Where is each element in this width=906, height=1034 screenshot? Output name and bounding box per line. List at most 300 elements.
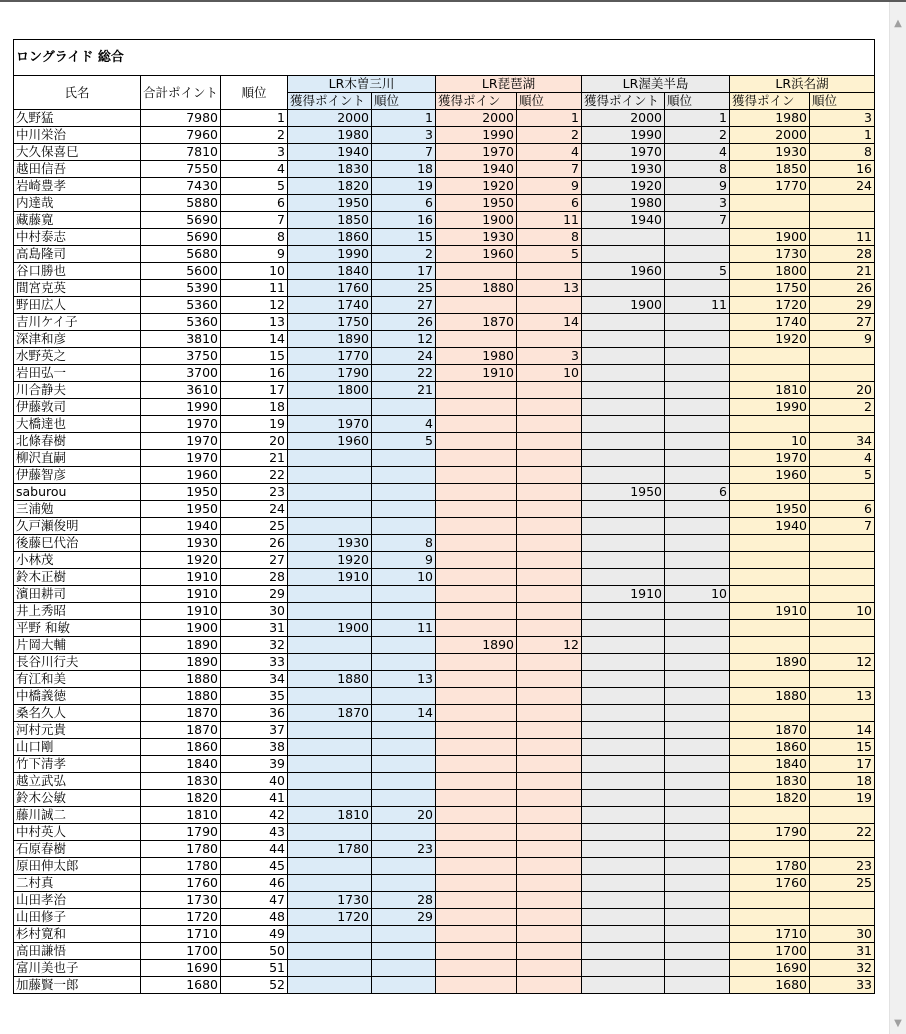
cell-hamana-rank: 7	[810, 518, 875, 535]
cell-biwa-rank	[517, 467, 582, 484]
cell-atsumi-rank: 9	[665, 178, 730, 195]
cell-kiso-points: 1800	[288, 382, 372, 399]
cell-atsumi-points: 1990	[582, 127, 665, 144]
cell-name: 後藤巳代治	[14, 535, 141, 552]
cell-atsumi-points	[582, 773, 665, 790]
cell-atsumi-points	[582, 756, 665, 773]
cell-biwa-points	[436, 416, 517, 433]
cell-name: 吉川ケイ子	[14, 314, 141, 331]
cell-atsumi-rank: 2	[665, 127, 730, 144]
cell-atsumi-rank	[665, 756, 730, 773]
cell-total-points: 1930	[141, 535, 221, 552]
cell-atsumi-points	[582, 790, 665, 807]
table-row	[14, 977, 875, 994]
cell-kiso-rank	[372, 484, 436, 501]
cell-name: 竹下清孝	[14, 756, 141, 773]
cell-kiso-rank	[372, 977, 436, 994]
cell-total-points: 3610	[141, 382, 221, 399]
cell-atsumi-points	[582, 654, 665, 671]
table-row	[14, 314, 875, 331]
cell-hamana-points	[730, 212, 810, 229]
table-row	[14, 807, 875, 824]
cell-overall-rank: 47	[221, 892, 288, 909]
cell-hamana-rank	[810, 841, 875, 858]
cell-biwa-points	[436, 858, 517, 875]
table-row	[14, 399, 875, 416]
cell-hamana-rank: 14	[810, 722, 875, 739]
cell-biwa-points: 1930	[436, 229, 517, 246]
cell-hamana-points: 1740	[730, 314, 810, 331]
cell-kiso-rank	[372, 501, 436, 518]
cell-kiso-points	[288, 518, 372, 535]
cell-kiso-rank: 26	[372, 314, 436, 331]
cell-kiso-points: 1830	[288, 161, 372, 178]
cell-hamana-points	[730, 620, 810, 637]
cell-total-points: 5360	[141, 314, 221, 331]
cell-atsumi-points	[582, 246, 665, 263]
cell-atsumi-points: 1930	[582, 161, 665, 178]
cell-hamana-rank	[810, 552, 875, 569]
cell-name: 伊藤智彦	[14, 467, 141, 484]
cell-overall-rank: 1	[221, 110, 288, 127]
cell-biwa-points	[436, 297, 517, 314]
table-row	[14, 416, 875, 433]
cell-biwa-rank: 5	[517, 246, 582, 263]
cell-name: 富川美也子	[14, 960, 141, 977]
cell-atsumi-rank	[665, 603, 730, 620]
cell-total-points: 1970	[141, 450, 221, 467]
cell-biwa-rank	[517, 433, 582, 450]
cell-atsumi-rank: 6	[665, 484, 730, 501]
cell-biwa-rank	[517, 824, 582, 841]
cell-atsumi-points	[582, 909, 665, 926]
cell-kiso-rank: 3	[372, 127, 436, 144]
cell-kiso-rank	[372, 926, 436, 943]
table-row	[14, 161, 875, 178]
cell-kiso-rank: 8	[372, 535, 436, 552]
cell-atsumi-rank	[665, 688, 730, 705]
cell-hamana-rank	[810, 365, 875, 382]
cell-name: 小林茂	[14, 552, 141, 569]
cell-hamana-points	[730, 586, 810, 603]
cell-kiso-rank	[372, 824, 436, 841]
cell-hamana-rank: 11	[810, 229, 875, 246]
cell-kiso-rank: 11	[372, 620, 436, 637]
cell-name: 井上秀昭	[14, 603, 141, 620]
cell-biwa-points	[436, 739, 517, 756]
cell-total-points: 1890	[141, 654, 221, 671]
cell-name: 平野 和敏	[14, 620, 141, 637]
cell-kiso-points: 1860	[288, 229, 372, 246]
cell-kiso-points	[288, 603, 372, 620]
cell-overall-rank: 5	[221, 178, 288, 195]
cell-atsumi-points	[582, 552, 665, 569]
ranking-table	[13, 39, 875, 994]
table-body	[14, 110, 875, 994]
cell-name: 伊藤敦司	[14, 399, 141, 416]
cell-biwa-rank: 4	[517, 144, 582, 161]
cell-overall-rank: 16	[221, 365, 288, 382]
cell-atsumi-points	[582, 943, 665, 960]
table-row	[14, 297, 875, 314]
cell-atsumi-rank	[665, 909, 730, 926]
table-row	[14, 790, 875, 807]
cell-hamana-points: 1790	[730, 824, 810, 841]
cell-biwa-points	[436, 433, 517, 450]
cell-kiso-rank: 15	[372, 229, 436, 246]
cell-kiso-points: 1960	[288, 433, 372, 450]
cell-overall-rank: 23	[221, 484, 288, 501]
cell-kiso-points	[288, 586, 372, 603]
cell-biwa-points	[436, 569, 517, 586]
cell-hamana-points: 1710	[730, 926, 810, 943]
cell-hamana-rank	[810, 892, 875, 909]
cell-hamana-points: 1990	[730, 399, 810, 416]
cell-atsumi-points: 1900	[582, 297, 665, 314]
cell-hamana-points	[730, 416, 810, 433]
cell-hamana-points	[730, 705, 810, 722]
cell-biwa-rank	[517, 875, 582, 892]
cell-kiso-rank	[372, 603, 436, 620]
cell-total-points: 1890	[141, 637, 221, 654]
cell-hamana-points: 1820	[730, 790, 810, 807]
cell-hamana-rank: 4	[810, 450, 875, 467]
cell-kiso-rank: 18	[372, 161, 436, 178]
table-row	[14, 654, 875, 671]
cell-name: 山田孝治	[14, 892, 141, 909]
cell-atsumi-points	[582, 705, 665, 722]
cell-hamana-rank: 25	[810, 875, 875, 892]
cell-overall-rank: 17	[221, 382, 288, 399]
cell-overall-rank: 11	[221, 280, 288, 297]
cell-kiso-rank: 19	[372, 178, 436, 195]
cell-kiso-points	[288, 501, 372, 518]
scroll-up-icon[interactable]: ▲	[894, 18, 902, 29]
cell-kiso-rank: 16	[372, 212, 436, 229]
cell-kiso-points	[288, 467, 372, 484]
cell-kiso-rank	[372, 637, 436, 654]
cell-kiso-points	[288, 739, 372, 756]
cell-name: 内達哉	[14, 195, 141, 212]
cell-total-points: 1990	[141, 399, 221, 416]
cell-biwa-points	[436, 671, 517, 688]
cell-total-points: 1830	[141, 773, 221, 790]
cell-total-points: 1970	[141, 416, 221, 433]
cell-atsumi-rank	[665, 518, 730, 535]
cell-kiso-points	[288, 926, 372, 943]
cell-biwa-points	[436, 501, 517, 518]
cell-name: 有江和美	[14, 671, 141, 688]
cell-hamana-points: 1940	[730, 518, 810, 535]
cell-kiso-points: 1840	[288, 263, 372, 280]
table-row	[14, 263, 875, 280]
table-row	[14, 195, 875, 212]
cell-total-points: 1870	[141, 722, 221, 739]
cell-name: 中川栄治	[14, 127, 141, 144]
cell-atsumi-rank: 3	[665, 195, 730, 212]
cell-hamana-points: 1930	[730, 144, 810, 161]
cell-hamana-points: 1830	[730, 773, 810, 790]
cell-hamana-points	[730, 807, 810, 824]
cell-kiso-points: 1940	[288, 144, 372, 161]
cell-biwa-points	[436, 722, 517, 739]
cell-kiso-points	[288, 773, 372, 790]
table-row	[14, 620, 875, 637]
cell-name: 鈴木正樹	[14, 569, 141, 586]
cell-kiso-rank	[372, 688, 436, 705]
table-row	[14, 331, 875, 348]
header-event-kiso: LR木曽三川	[288, 76, 436, 93]
cell-hamana-rank: 16	[810, 161, 875, 178]
cell-biwa-points	[436, 620, 517, 637]
cell-overall-rank: 4	[221, 161, 288, 178]
cell-biwa-rank	[517, 926, 582, 943]
cell-hamana-rank: 6	[810, 501, 875, 518]
cell-overall-rank: 41	[221, 790, 288, 807]
cell-kiso-rank: 2	[372, 246, 436, 263]
cell-atsumi-rank	[665, 399, 730, 416]
subheader-rank: 順位	[665, 93, 730, 110]
cell-atsumi-rank	[665, 416, 730, 433]
cell-biwa-points	[436, 603, 517, 620]
cell-biwa-points	[436, 705, 517, 722]
cell-biwa-rank: 7	[517, 161, 582, 178]
cell-name: 河村元貴	[14, 722, 141, 739]
cell-total-points: 1910	[141, 603, 221, 620]
cell-biwa-points: 1880	[436, 280, 517, 297]
cell-name: 中村泰志	[14, 229, 141, 246]
cell-name: 藏藤寛	[14, 212, 141, 229]
cell-biwa-rank	[517, 552, 582, 569]
cell-hamana-points	[730, 365, 810, 382]
cell-name: 間宮克英	[14, 280, 141, 297]
cell-biwa-rank: 3	[517, 348, 582, 365]
cell-atsumi-rank	[665, 960, 730, 977]
cell-atsumi-rank	[665, 280, 730, 297]
cell-atsumi-rank: 8	[665, 161, 730, 178]
cell-hamana-rank	[810, 569, 875, 586]
table-row	[14, 229, 875, 246]
table-row	[14, 280, 875, 297]
cell-biwa-points	[436, 518, 517, 535]
vertical-scrollbar[interactable]	[889, 2, 906, 1034]
cell-kiso-points: 1790	[288, 365, 372, 382]
cell-biwa-rank: 1	[517, 110, 582, 127]
cell-kiso-points	[288, 484, 372, 501]
table-row	[14, 909, 875, 926]
cell-biwa-points	[436, 535, 517, 552]
cell-atsumi-points: 1920	[582, 178, 665, 195]
cell-name: 久戸瀬俊明	[14, 518, 141, 535]
subheader-points: 獲得ポイント	[288, 93, 372, 110]
cell-hamana-points: 1970	[730, 450, 810, 467]
cell-total-points: 1970	[141, 433, 221, 450]
cell-name: 桑名久人	[14, 705, 141, 722]
cell-biwa-rank: 8	[517, 229, 582, 246]
table-row	[14, 569, 875, 586]
scroll-down-icon[interactable]: ▼	[894, 1018, 902, 1029]
cell-atsumi-points	[582, 807, 665, 824]
cell-atsumi-rank	[665, 875, 730, 892]
cell-total-points: 7430	[141, 178, 221, 195]
cell-biwa-points	[436, 926, 517, 943]
cell-kiso-rank: 7	[372, 144, 436, 161]
cell-kiso-rank	[372, 586, 436, 603]
cell-biwa-rank	[517, 501, 582, 518]
cell-overall-rank: 14	[221, 331, 288, 348]
cell-kiso-points	[288, 960, 372, 977]
cell-atsumi-rank	[665, 331, 730, 348]
subheader-rank: 順位	[810, 93, 875, 110]
cell-atsumi-points	[582, 977, 665, 994]
cell-atsumi-rank	[665, 365, 730, 382]
cell-biwa-rank	[517, 909, 582, 926]
cell-atsumi-rank	[665, 552, 730, 569]
cell-biwa-rank	[517, 484, 582, 501]
cell-overall-rank: 12	[221, 297, 288, 314]
cell-atsumi-points	[582, 858, 665, 875]
cell-total-points: 3700	[141, 365, 221, 382]
cell-atsumi-rank	[665, 773, 730, 790]
cell-total-points: 7550	[141, 161, 221, 178]
cell-name: 山口剛	[14, 739, 141, 756]
cell-hamana-points: 1890	[730, 654, 810, 671]
cell-hamana-points	[730, 909, 810, 926]
cell-name: 藤川誠二	[14, 807, 141, 824]
cell-biwa-rank	[517, 399, 582, 416]
cell-name: 中村英人	[14, 824, 141, 841]
cell-kiso-rank: 10	[372, 569, 436, 586]
cell-biwa-rank: 14	[517, 314, 582, 331]
table-row	[14, 382, 875, 399]
cell-hamana-points: 1960	[730, 467, 810, 484]
cell-total-points: 1760	[141, 875, 221, 892]
cell-kiso-rank	[372, 518, 436, 535]
cell-biwa-points	[436, 654, 517, 671]
subheader-points: 獲得ポイン	[436, 93, 517, 110]
cell-overall-rank: 22	[221, 467, 288, 484]
cell-atsumi-rank	[665, 824, 730, 841]
cell-name: 三浦勉	[14, 501, 141, 518]
cell-name: 川合静夫	[14, 382, 141, 399]
cell-atsumi-rank	[665, 841, 730, 858]
cell-biwa-points: 1990	[436, 127, 517, 144]
cell-total-points: 5880	[141, 195, 221, 212]
cell-kiso-rank	[372, 467, 436, 484]
cell-biwa-points: 1980	[436, 348, 517, 365]
cell-hamana-points	[730, 484, 810, 501]
cell-atsumi-points	[582, 926, 665, 943]
header-event-hamana: LR浜名湖	[730, 76, 875, 93]
cell-kiso-points: 1770	[288, 348, 372, 365]
cell-atsumi-points	[582, 875, 665, 892]
cell-hamana-rank	[810, 195, 875, 212]
cell-hamana-points: 1880	[730, 688, 810, 705]
cell-atsumi-rank	[665, 722, 730, 739]
cell-hamana-rank: 26	[810, 280, 875, 297]
cell-atsumi-rank	[665, 569, 730, 586]
cell-total-points: 5390	[141, 280, 221, 297]
cell-atsumi-rank: 11	[665, 297, 730, 314]
cell-hamana-points	[730, 552, 810, 569]
cell-kiso-points: 1810	[288, 807, 372, 824]
cell-atsumi-points: 1960	[582, 263, 665, 280]
cell-biwa-rank: 2	[517, 127, 582, 144]
cell-biwa-points	[436, 450, 517, 467]
cell-name: 中橋義徳	[14, 688, 141, 705]
cell-atsumi-points	[582, 450, 665, 467]
cell-name: 加藤賢一郎	[14, 977, 141, 994]
cell-atsumi-rank: 1	[665, 110, 730, 127]
cell-hamana-points: 1750	[730, 280, 810, 297]
table-row	[14, 212, 875, 229]
cell-atsumi-points	[582, 603, 665, 620]
cell-biwa-points: 1890	[436, 637, 517, 654]
cell-total-points: 1950	[141, 484, 221, 501]
cell-hamana-points: 1800	[730, 263, 810, 280]
cell-biwa-rank	[517, 892, 582, 909]
cell-hamana-points: 1690	[730, 960, 810, 977]
cell-biwa-points	[436, 909, 517, 926]
cell-total-points: 1810	[141, 807, 221, 824]
cell-biwa-points: 1910	[436, 365, 517, 382]
cell-overall-rank: 26	[221, 535, 288, 552]
subheader-rank: 順位	[517, 93, 582, 110]
cell-total-points: 1910	[141, 586, 221, 603]
cell-kiso-rank: 25	[372, 280, 436, 297]
cell-kiso-rank: 5	[372, 433, 436, 450]
cell-kiso-rank: 27	[372, 297, 436, 314]
table-row	[14, 773, 875, 790]
cell-hamana-points: 1860	[730, 739, 810, 756]
cell-biwa-rank	[517, 943, 582, 960]
cell-biwa-points: 1970	[436, 144, 517, 161]
cell-name: 鈴木公敏	[14, 790, 141, 807]
cell-atsumi-points	[582, 739, 665, 756]
cell-hamana-rank	[810, 586, 875, 603]
cell-atsumi-rank	[665, 535, 730, 552]
cell-hamana-rank	[810, 484, 875, 501]
cell-total-points: 7810	[141, 144, 221, 161]
table-row	[14, 127, 875, 144]
cell-biwa-rank	[517, 773, 582, 790]
cell-biwa-points	[436, 467, 517, 484]
cell-biwa-points	[436, 960, 517, 977]
table-row	[14, 960, 875, 977]
cell-hamana-rank: 32	[810, 960, 875, 977]
cell-atsumi-rank	[665, 892, 730, 909]
cell-overall-rank: 29	[221, 586, 288, 603]
cell-biwa-rank	[517, 331, 582, 348]
cell-atsumi-rank: 5	[665, 263, 730, 280]
cell-atsumi-points	[582, 348, 665, 365]
cell-hamana-points: 1730	[730, 246, 810, 263]
cell-hamana-rank: 20	[810, 382, 875, 399]
cell-hamana-rank: 29	[810, 297, 875, 314]
table-row	[14, 824, 875, 841]
cell-atsumi-rank	[665, 501, 730, 518]
cell-overall-rank: 15	[221, 348, 288, 365]
cell-biwa-rank	[517, 382, 582, 399]
cell-hamana-points: 1770	[730, 178, 810, 195]
cell-biwa-points: 1920	[436, 178, 517, 195]
cell-overall-rank: 40	[221, 773, 288, 790]
table-row	[14, 467, 875, 484]
cell-kiso-rank	[372, 450, 436, 467]
cell-biwa-points: 1950	[436, 195, 517, 212]
cell-atsumi-points	[582, 365, 665, 382]
cell-kiso-rank: 9	[372, 552, 436, 569]
